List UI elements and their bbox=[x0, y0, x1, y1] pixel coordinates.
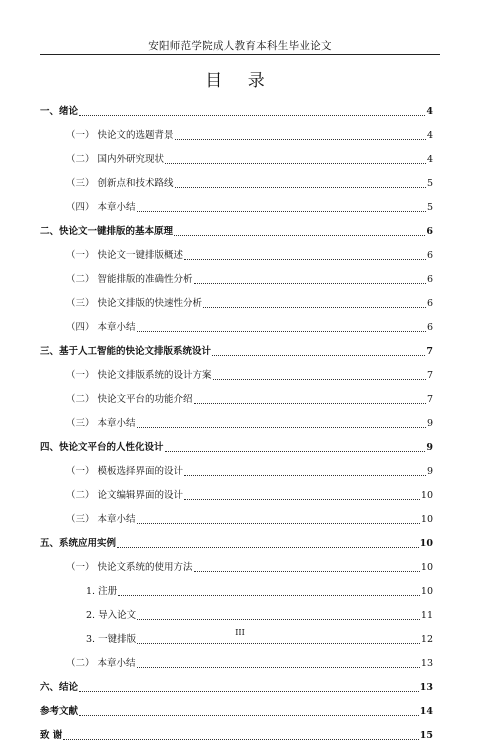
toc-leader-dots bbox=[137, 666, 420, 668]
toc-leader-dots bbox=[79, 690, 419, 692]
toc-entry-page: 10 bbox=[420, 586, 433, 597]
toc-entry-page: 5 bbox=[426, 178, 433, 189]
toc-entry-page: 12 bbox=[420, 634, 433, 645]
toc-entry-page: 13 bbox=[420, 658, 433, 669]
toc-entry[interactable] bbox=[40, 479, 433, 503]
toc-entry-label: 一、绪论 bbox=[40, 106, 79, 117]
toc-entry-page: 10 bbox=[420, 514, 433, 525]
toc-leader-dots bbox=[79, 114, 425, 116]
toc-entry[interactable] bbox=[40, 143, 433, 167]
toc-leader-dots bbox=[212, 354, 425, 356]
toc-entry-page: 7 bbox=[426, 346, 433, 357]
toc-entry[interactable] bbox=[40, 407, 433, 431]
toc-entry[interactable] bbox=[40, 647, 433, 671]
toc-leader-dots bbox=[184, 258, 426, 260]
toc-entry[interactable] bbox=[40, 119, 433, 143]
toc-leader-dots bbox=[117, 546, 419, 548]
toc-entry-page: 6 bbox=[426, 274, 433, 285]
toc-entry[interactable] bbox=[40, 311, 433, 335]
toc-leader-dots bbox=[165, 162, 426, 164]
toc-title: 目 录 bbox=[205, 71, 275, 91]
toc-leader-dots bbox=[79, 714, 419, 716]
toc-leader-dots bbox=[203, 306, 426, 308]
toc-entry[interactable] bbox=[40, 191, 433, 215]
toc-entry[interactable] bbox=[40, 575, 433, 599]
toc-entry-page: 4 bbox=[426, 130, 433, 141]
toc-entry-page: 13 bbox=[419, 682, 433, 693]
toc-entry[interactable] bbox=[40, 383, 433, 407]
toc-entry-page: 4 bbox=[426, 106, 433, 117]
toc-entry-label: （二） 智能排版的准确性分析 bbox=[66, 274, 193, 285]
toc-entry[interactable] bbox=[40, 335, 433, 359]
toc-entry-label: 1. 注册 bbox=[86, 586, 118, 597]
toc-entry[interactable] bbox=[40, 695, 433, 719]
toc-leader-dots bbox=[137, 210, 426, 212]
toc-entry[interactable] bbox=[40, 455, 433, 479]
toc-leader-dots bbox=[118, 594, 420, 596]
toc-leader-dots bbox=[137, 618, 420, 620]
toc-entry-label: 三、基于人工智能的快论文排版系统设计 bbox=[40, 346, 212, 357]
toc-entry[interactable] bbox=[40, 599, 433, 623]
toc-entry-label: 2. 导入论文 bbox=[86, 610, 137, 621]
toc-leader-dots bbox=[194, 282, 426, 284]
toc-entry-label: （二） 国内外研究现状 bbox=[66, 154, 165, 165]
toc-entry-label: 3. 一键排版 bbox=[86, 634, 137, 645]
toc-entry-label: 致 谢 bbox=[40, 730, 63, 741]
toc-entry-label: （一） 快论文排版系统的设计方案 bbox=[66, 370, 212, 381]
toc-entry[interactable] bbox=[40, 287, 433, 311]
toc-leader-dots bbox=[137, 330, 426, 332]
running-header: 安阳师范学院成人教育本科生毕业论文 bbox=[148, 40, 332, 52]
toc-entry-page: 6 bbox=[426, 298, 433, 309]
toc-entry-label: 参考文献 bbox=[40, 706, 79, 717]
toc-entry-label: （二） 论文编辑界面的设计 bbox=[66, 490, 184, 501]
toc-entry-label: 五、系统应用实例 bbox=[40, 538, 117, 549]
toc-entry-page: 6 bbox=[426, 322, 433, 333]
toc-leader-dots bbox=[137, 642, 420, 644]
toc-leader-dots bbox=[194, 570, 420, 572]
toc-entry[interactable] bbox=[40, 95, 433, 119]
toc-entry-page: 10 bbox=[419, 538, 433, 549]
toc-entry-label: （三） 创新点和技术路线 bbox=[66, 178, 174, 189]
toc-entry[interactable] bbox=[40, 527, 433, 551]
toc-entry-page: 7 bbox=[426, 394, 433, 405]
toc-entry[interactable] bbox=[40, 503, 433, 527]
toc-entry-label: （一） 快论文的选题背景 bbox=[66, 130, 174, 141]
toc-entry-label: （一） 快论文一键排版概述 bbox=[66, 250, 184, 261]
toc-entry-page: 10 bbox=[420, 562, 433, 573]
toc-leader-dots bbox=[184, 498, 420, 500]
toc-entry-label: （三） 快论文排版的快速性分析 bbox=[66, 298, 203, 309]
page-number: III bbox=[235, 628, 245, 637]
table-of-contents bbox=[40, 95, 433, 743]
toc-entry-page: 6 bbox=[426, 226, 433, 237]
toc-entry-label: （二） 快论文平台的功能介绍 bbox=[66, 394, 193, 405]
toc-entry-page: 14 bbox=[419, 706, 433, 717]
toc-entry-page: 15 bbox=[419, 730, 433, 741]
toc-entry-label: （二） 本章小结 bbox=[66, 658, 136, 669]
toc-leader-dots bbox=[137, 522, 420, 524]
toc-leader-dots bbox=[175, 186, 426, 188]
header-rule bbox=[40, 54, 440, 55]
toc-entry-label: （三） 本章小结 bbox=[66, 418, 136, 429]
toc-entry-label: （一） 模板选择界面的设计 bbox=[66, 466, 184, 477]
toc-entry-page: 9 bbox=[426, 418, 433, 429]
toc-entry[interactable] bbox=[40, 551, 433, 575]
toc-entry-page: 9 bbox=[426, 466, 433, 477]
toc-entry[interactable] bbox=[40, 167, 433, 191]
toc-entry-label: （三） 本章小结 bbox=[66, 514, 136, 525]
toc-entry[interactable] bbox=[40, 359, 433, 383]
toc-entry-page: 4 bbox=[426, 154, 433, 165]
toc-entry-page: 7 bbox=[426, 370, 433, 381]
toc-entry-label: 二、快论文一键排版的基本原理 bbox=[40, 226, 174, 237]
toc-entry-page: 9 bbox=[426, 442, 433, 453]
toc-entry[interactable] bbox=[40, 215, 433, 239]
toc-entry-label: （一） 快论文系统的使用方法 bbox=[66, 562, 193, 573]
toc-leader-dots bbox=[174, 234, 425, 236]
toc-entry-label: 四、快论文平台的人性化设计 bbox=[40, 442, 164, 453]
toc-entry-label: （四） 本章小结 bbox=[66, 202, 136, 213]
toc-entry[interactable] bbox=[40, 239, 433, 263]
toc-entry-label: 六、结论 bbox=[40, 682, 79, 693]
toc-entry[interactable] bbox=[40, 719, 433, 743]
toc-leader-dots bbox=[213, 378, 426, 380]
toc-entry-label: （四） 本章小结 bbox=[66, 322, 136, 333]
toc-entry-page: 5 bbox=[426, 202, 433, 213]
toc-entry-page: 10 bbox=[420, 490, 433, 501]
toc-leader-dots bbox=[137, 426, 426, 428]
toc-leader-dots bbox=[175, 138, 426, 140]
toc-entry[interactable] bbox=[40, 263, 433, 287]
toc-entry-page: 6 bbox=[426, 250, 433, 261]
toc-leader-dots bbox=[194, 402, 426, 404]
toc-entry[interactable] bbox=[40, 671, 433, 695]
toc-leader-dots bbox=[184, 474, 426, 476]
toc-leader-dots bbox=[165, 450, 426, 452]
toc-leader-dots bbox=[63, 738, 418, 740]
toc-entry[interactable] bbox=[40, 431, 433, 455]
toc-entry-page: 11 bbox=[420, 610, 433, 621]
